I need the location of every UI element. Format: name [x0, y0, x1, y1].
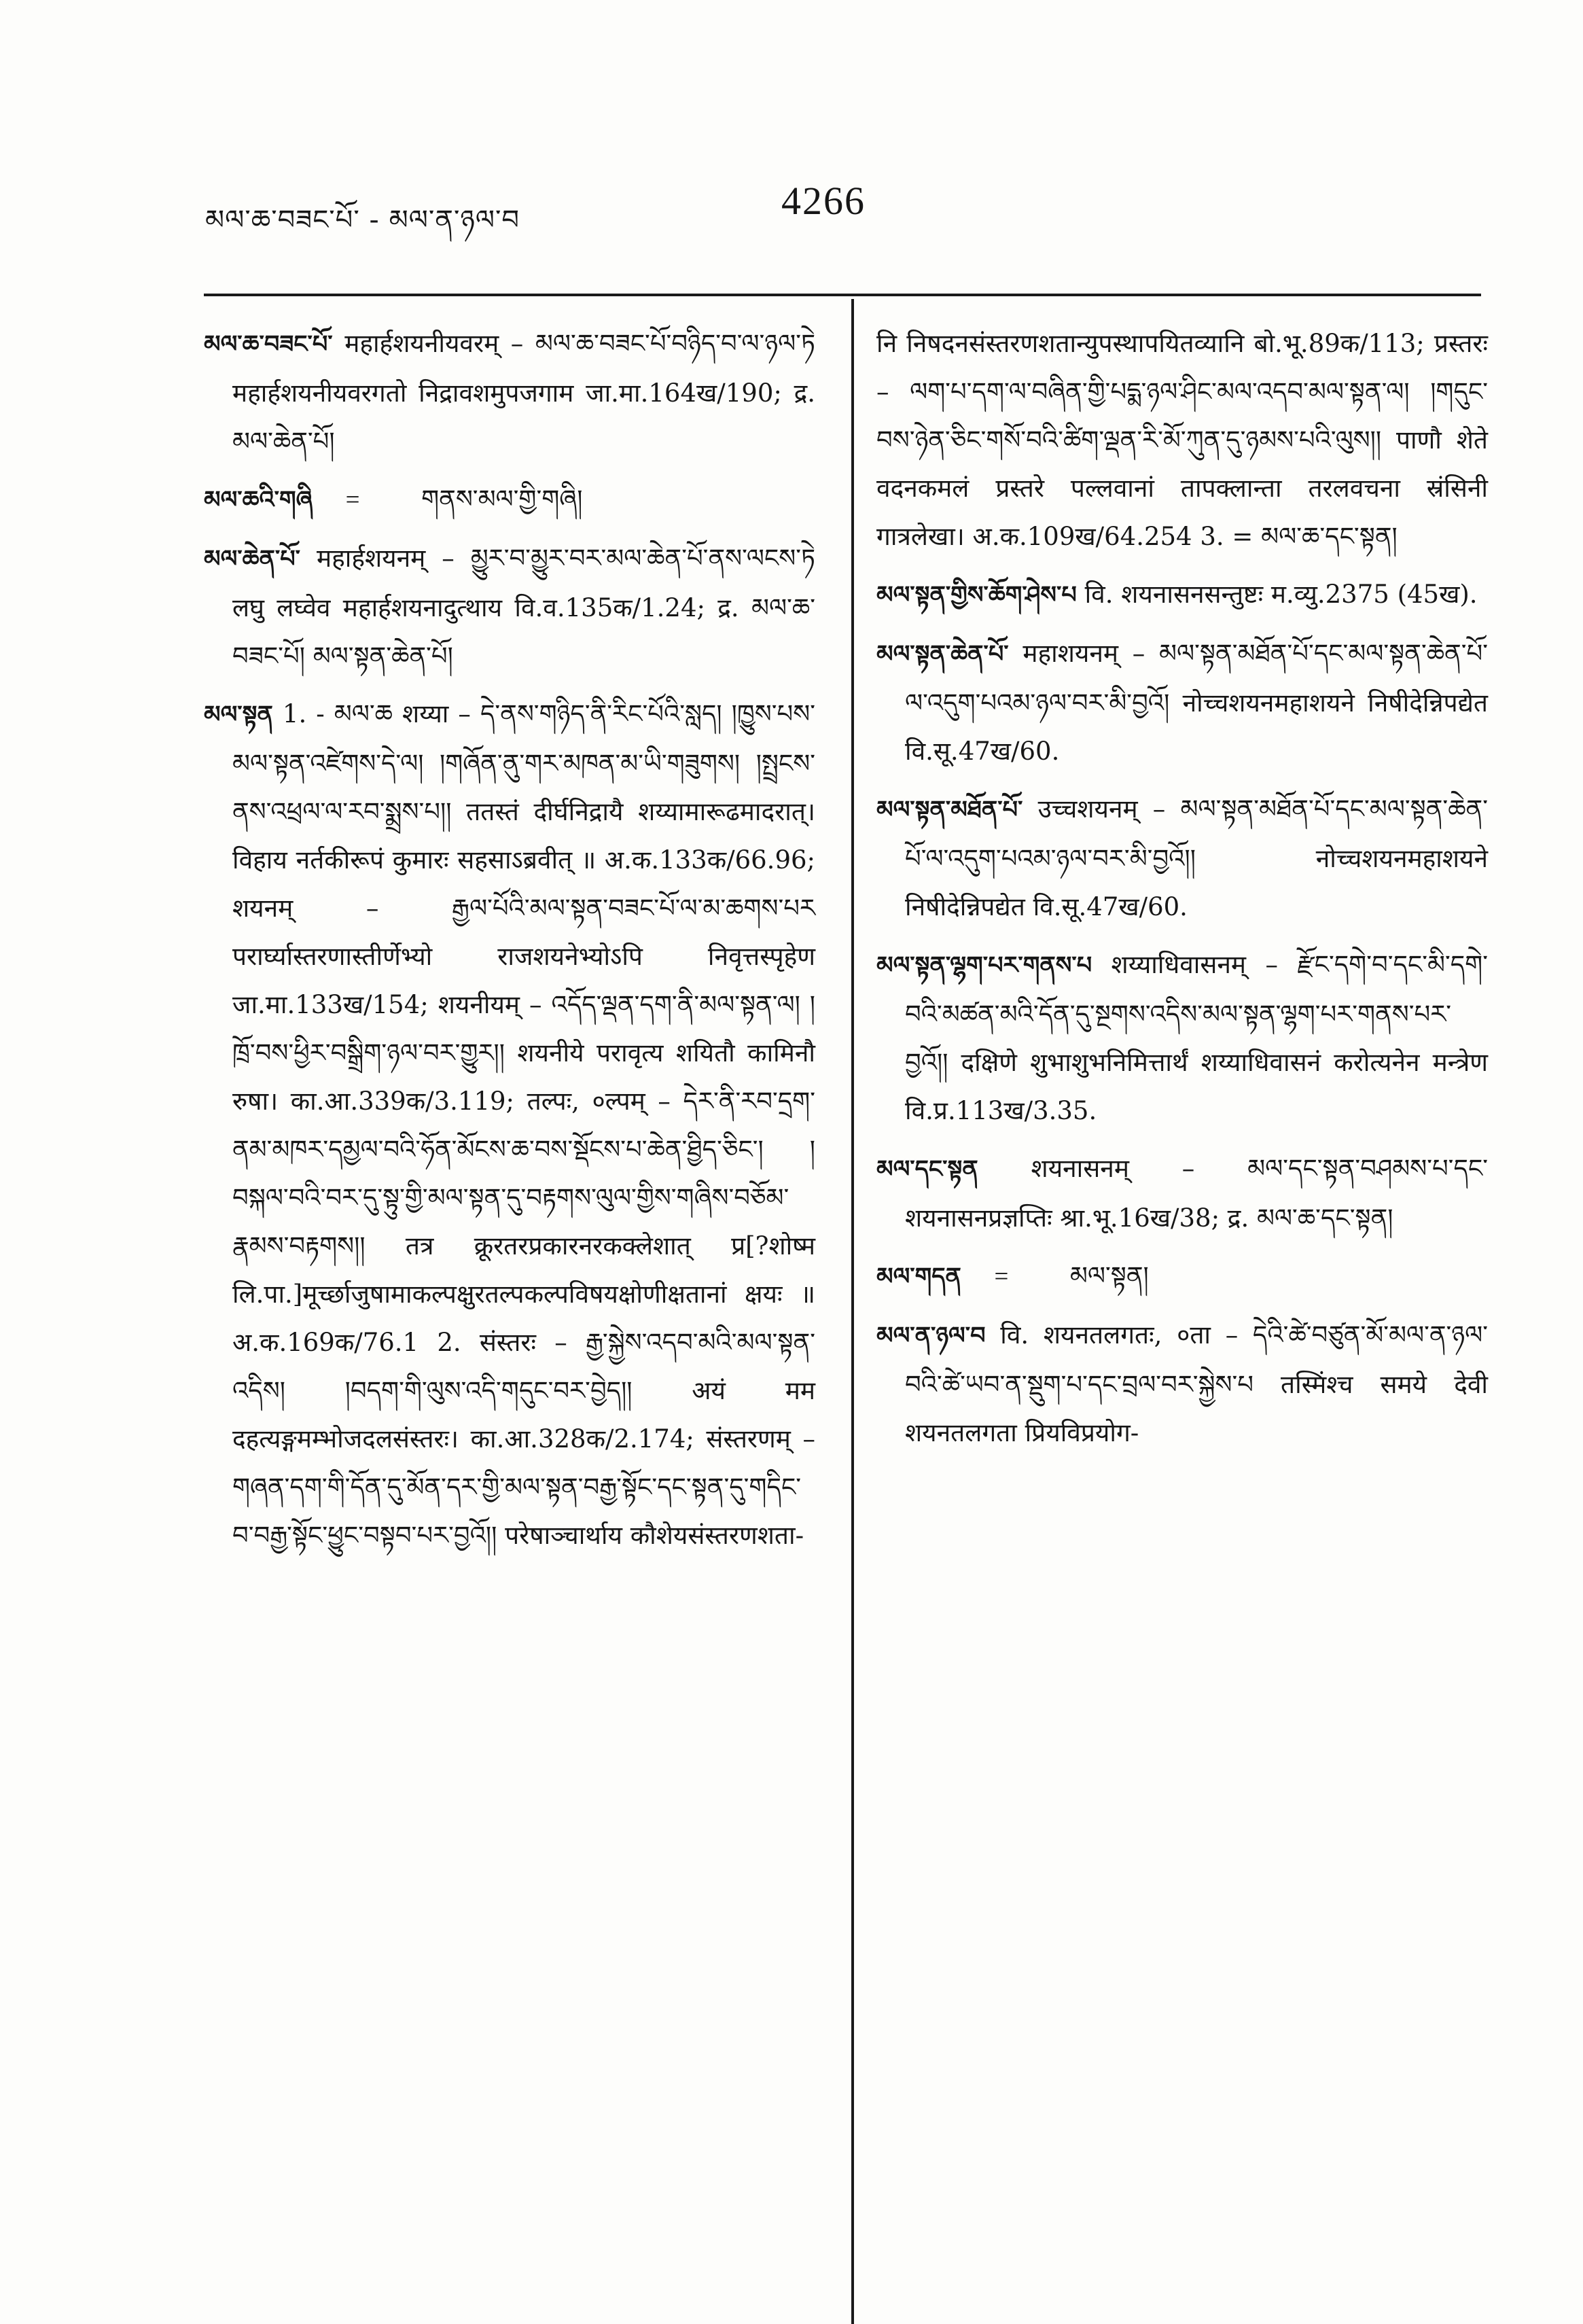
dictionary-entry: [876, 785, 1488, 931]
entry-headword: མལ་སྟན་ལྷག་པར་གནས་པ: [876, 952, 1092, 979]
entry-body: नि निषदनसंस्तरणशतान्युपस्थापयितव्यानि बो.भू.89क/113; प्रस्तरः – ལག་པ་དག་ལ་བཞིན་གྱི་པདྨ་ཉལ་ཤིང་མལ་འདབ་མལ་སྟན་ལ། །གདུང་བས་ཉེན་ཅིང་གསོ་བའི་ཚིག་ལྡན་རི་མོ་ཀུན་དུ་ཉམས་པའི་ལུས།། पाणौ शेते वदनकमलं प्रस्तरे पल्लवानां तापक्लान्ता तरलवचना स्रंसिनी गात्रलेखा। अ.क.109ख/64.254 3. = མལ་ཆ་དང་སྟན།: [876, 329, 1488, 551]
column-divider: [851, 299, 854, 2324]
entry-headword: མལ་སྟན་ཆེན་པོ་: [876, 641, 1009, 668]
entry-body: महार्हशयनम् – མྱུར་བ་མྱུར་བར་མལ་ཆེན་པོ་ནས་ལངས་ཏེ लघु लघ्वेव महार्हशयनादुत्थाय वि.व.135क/1.24; द्र. མལ་ཆ་བཟང་པོ། མལ་སྟན་ཆེན་པོ།: [232, 544, 815, 671]
left-column: [204, 319, 815, 1569]
dictionary-entry: [204, 534, 815, 680]
entry-headword: མལ་ཆེན་པོ་: [204, 546, 301, 573]
equals-sign: =: [345, 486, 360, 514]
entry-headword: མལ་གདན: [876, 1263, 961, 1290]
entry-body: शयनासनम् – མལ་དང་སྟན་བཤམས་པ་དང་ शयनासनप्रज्ञप्तिः श्रा.भू.16ख/38; द्र. མལ་ཆ་དང་སྟན།: [905, 1154, 1488, 1233]
entry-headword: མལ་ན་ཉལ་བ: [876, 1322, 986, 1350]
header-rule: [204, 294, 1481, 296]
entry-body: वि. शयनासनसन्तुष्टः म.व्यु.2375 (45ख).: [1076, 580, 1478, 609]
entry-body: གནས་མལ་གྱི་གཞི།: [421, 485, 583, 514]
dictionary-entry: [876, 1144, 1488, 1242]
entry-body: 1. - མལ་ཆ शय्या – དེ་ནས་གཉིད་ནི་རིང་པོའི་སླད། །ཁྱུས་པས་མལ་སྟན་འཛེགས་དེ་ལ། །གཞོན་ནུ་གར་མཁན་མ་ཡི་གཟུགས། །སྤྲངས་ནས་འཕྲལ་ལ་རབ་སྨྲས་པ།། ततस्तं दीर्घनिद्रायै शय्यामारूढमादरात्। विहाय नर्तकीरूपं कुमारः सहसाऽब्रवीत् ॥ अ.क.133क/66.96; शयनम् – རྒྱལ་པོའི་མལ་སྟན་བཟང་པོ་ལ་མ་ཆགས་པར परार्घ्यास्तरणास्तीर्णेभ्यो राजशयनेभ्योऽपि निवृत्तस्पृहेण जा.मा.133ख/154; शयनीयम् – འདོད་ལྡན་དག་ནི་མལ་སྟན་ལ། །ཁྲོ་བས་ཕྱིར་བསྒྲིག་ཉལ་བར་གྱུར།། शयनीये परावृत्य शयितौ कामिनौ रुषा। का.आ.339क/3.119; तल्पः, ०ल्पम् – དེར་ནི་རབ་དྲག་ནམ་མཁར་དམྱལ་བའི་ཧོན་མོངས་ཆ་བས་སྡོངས་པ་ཆེན་ཐྱིད་ཅིང་། །བསྐལ་བའི་བར་དུ་སྟུ་གྱི་མལ་སྟན་དུ་བརྟགས་ལུལ་གྱིས་གཞིས་བཅོམ་རྣམས་བརྟགས།། तत्र क्रूरतरप्रकारनरकक्लेशात् प्र[?शोष्म लि.पा.]मूर्च्छाजुषामाकल्पक्षुरतल्पकल्पविषयक्षोणीक्षतानां क्षयः ॥ अ.क.169क/76.1 2. संस्तरः – རྒྱ་སྐྱེས་འདབ་མའི་མལ་སྟན་འདིས། །བདག་གི་ལུས་འདི་གདུང་བར་བྱེད།། अयं मम दहत्यङ्गमम्भोजदलसंस्तरः। का.आ.328क/2.174; संस्तरणम् – གཞན་དག་གི་དོན་དུ་མོན་དར་གྱི་མལ་སྟན་བརྒྱ་སྟོང་དང་སྟན་དུ་གདིང་བ་བརྒྱ་སྟོང་ཕྱུང་བསྟབ་པར་བྱའོ།། परेषाञ्चार्थाय कौशेयसंस्तरणशता-: [232, 699, 815, 1550]
dictionary-entry: [876, 1311, 1488, 1457]
dictionary-entry: [204, 475, 815, 525]
entry-headword: མལ་སྟན: [204, 701, 273, 728]
dictionary-entry-continuation: [876, 319, 1488, 561]
equals-sign: =: [994, 1263, 1009, 1290]
dictionary-entry: [876, 570, 1488, 620]
running-head: མལ་ཆ་བཟང་པོ་ - མལ་ན་ཉལ་བ: [205, 205, 520, 236]
entry-body: མལ་སྟན།: [1069, 1261, 1149, 1290]
entry-body: उच्चशयनम् – མལ་སྟན་མཐོན་པོ་དང་མལ་སྟན་ཆེན་པོ་ལ་འདུག་པའམ་ཉལ་བར་མི་བྱའོ།། नोच्चशयनमहाशयने निषीदेन्निपद्येत वि.सू.47ख/60.: [905, 794, 1488, 921]
dictionary-entry: [876, 629, 1488, 775]
page-number: 4266: [781, 179, 866, 223]
dictionary-entry: [876, 940, 1488, 1135]
entry-body: महाशयनम् – མལ་སྟན་མཐོན་པོ་དང་མལ་སྟན་ཆེན་པོ་ལ་འདུག་པའམ་ཉལ་བར་མི་བྱའོ། नोच्चशयनमहाशयने निषीदेन्निपद्येत वि.सू.47ख/60.: [905, 639, 1488, 766]
dictionary-entry: [876, 1252, 1488, 1301]
entry-headword: མལ་ཆ་བཟང་པོ་: [204, 331, 333, 358]
dictionary-entry: [204, 690, 815, 1560]
dictionary-entry: [204, 319, 815, 465]
entry-body: महार्हशयनीयवरम् – མལ་ཆ་བཟང་པོ་བཉིད་བ་ལ་ཉལ་ཏེ महार्हशयनीयवरगतो निद्रावशमुपजगाम जा.मा.164ख/190; द्र. མལ་ཆེན་པོ།: [232, 329, 815, 456]
entry-body: शय्याधिवासनम् – རྫོང་དགེ་བ་དང་མི་དགེ་བའི་མཚན་མའི་དོན་དུ་སྔགས་འདིས་མལ་སྟན་ལྷག་པར་གནས་པར་བྱའོ།། दक्षिणे शुभाशुभनिमित्तार्थं शय्याधिवासनं करोत्यनेन मन्त्रेण वि.प्र.113ख/3.35.: [905, 950, 1488, 1125]
entry-headword: མལ་དང་སྟན: [876, 1156, 978, 1183]
entry-headword: མལ་སྟན་གྱིས་ཆོག་ཤེས་པ: [876, 582, 1077, 609]
entry-body: वि. शयनतलगतः, ०ता – དེའི་ཚེ་བཙུན་མོ་མལ་ན་ཉལ་བའི་ཚེ་ཡབ་ན་སྡུག་པ་དང་བྲལ་བར་སྐྱེས་པ तस्मिंश्च समये देवी शयनतलगता प्रियविप्रयोग-: [905, 1320, 1488, 1447]
entry-headword: མལ་སྟན་མཐོན་པོ་: [876, 796, 1023, 824]
entry-headword: མལ་ཆའི་གཞི: [204, 487, 313, 514]
right-column: [876, 319, 1488, 1466]
